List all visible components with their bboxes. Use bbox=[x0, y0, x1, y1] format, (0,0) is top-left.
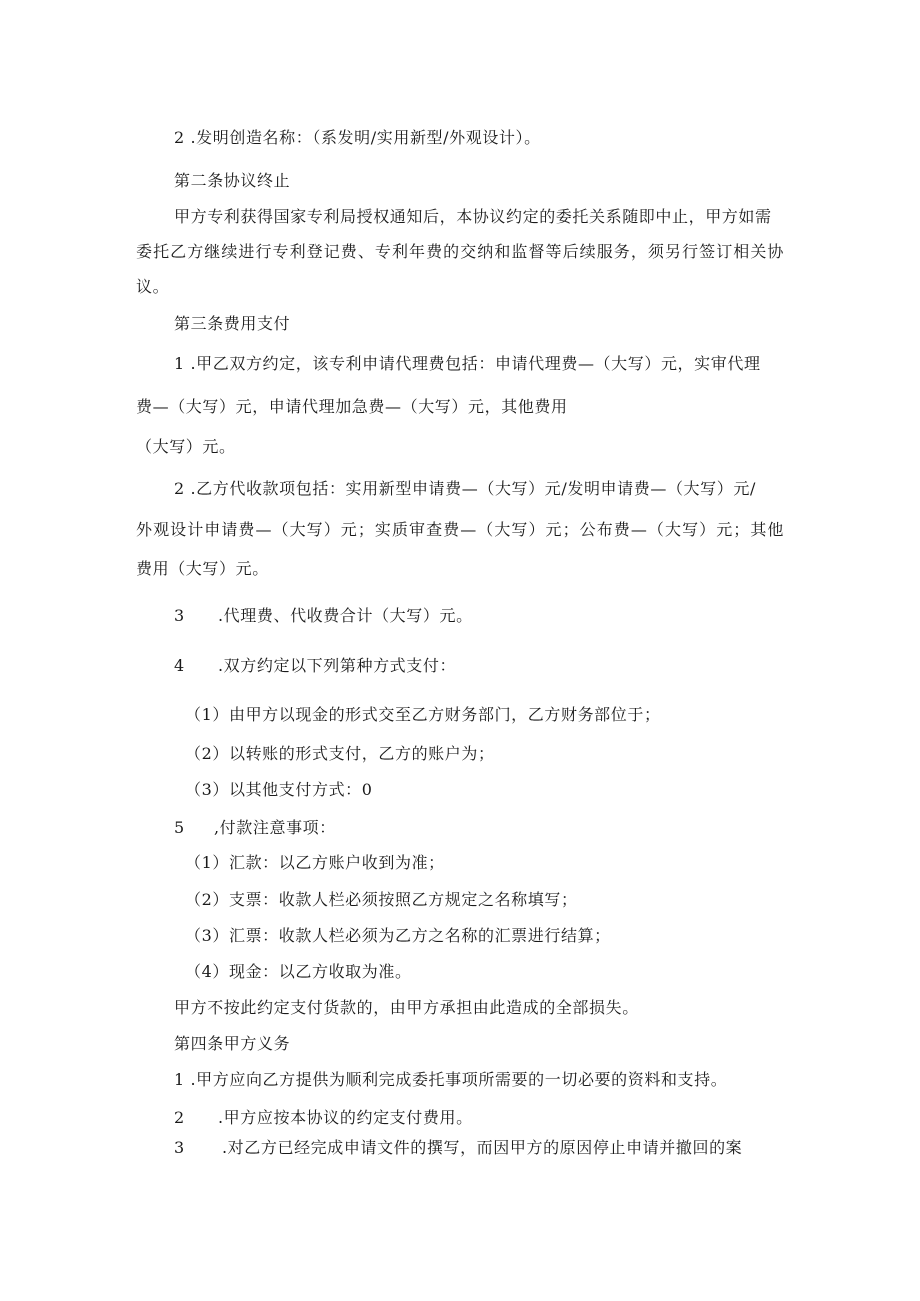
article-3-item-3 bbox=[174, 605, 574, 627]
article-4-item-2 bbox=[174, 1107, 574, 1129]
payment-option-2: （2）以转账的形式支付，乙方的账户为； bbox=[185, 744, 495, 763]
article-2-paragraph-line-1: 甲方专利获得国家专利局授权通知后，本协议约定的委托关系随即中止，甲方如需 bbox=[174, 207, 772, 226]
article-4-title: 第四条甲方义务 bbox=[174, 1034, 291, 1053]
article-4-item-3 bbox=[174, 1137, 794, 1159]
article-3-title: 第三条费用支付 bbox=[174, 314, 291, 333]
payment-note-1: （1）汇款：以乙方账户收到为准； bbox=[185, 853, 445, 872]
article-4-item-3-number: 3 bbox=[174, 1138, 185, 1157]
article-3-penalty: 甲方不按此约定支付货款的，由甲方承担由此造成的全部损失。 bbox=[174, 998, 639, 1017]
article-4-item-2-number: 2 bbox=[174, 1108, 185, 1127]
article-4-item-1: 1 .甲方应向乙方提供为顺利完成委托事项所需要的一切必要的资料和支持。 bbox=[174, 1070, 728, 1089]
article-2-paragraph-line-2: 委托乙方继续进行专利登记费、专利年费的交纳和监督等后续服务，须另行签订相关协 bbox=[136, 242, 784, 261]
article-2-title: 第二条协议终止 bbox=[174, 171, 291, 190]
article-3-item-1-line-3: （大写）元。 bbox=[136, 437, 236, 456]
article-3-item-2-line-1: 2 .乙方代收款项包括：实用新型申请费—（大写）元/发明申请费—（大写）元/ bbox=[174, 479, 756, 498]
article-3-item-1-line-2: 费—（大写）元，申请代理加急费—（大写）元，其他费用 bbox=[136, 397, 568, 416]
article-3-item-2-line-3: 费用（大写）元。 bbox=[136, 559, 269, 578]
article-4-item-3-text: .对乙方已经完成申请文件的撰写，而因甲方的原因停止申请并撤回的案 bbox=[222, 1138, 743, 1157]
payment-option-1: （1）由甲方以现金的形式交至乙方财务部门，乙方财务部位于； bbox=[185, 705, 661, 724]
payment-note-3: （3）汇票：收款人栏必须为乙方之名称的汇票进行结算； bbox=[185, 926, 611, 945]
item-invention-name: 2 .发明创造名称：（系发明/实用新型/外观设计）。 bbox=[174, 128, 541, 147]
article-3-item-4-text: .双方约定以下列第种方式支付： bbox=[218, 656, 457, 675]
article-3-item-2-line-2: 外观设计申请费—（大写）元；实质审查费—（大写）元；公布费—（大写）元；其他 bbox=[136, 520, 784, 539]
article-3-item-4-number: 4 bbox=[174, 656, 185, 675]
article-3-item-5-text: ,付款注意事项： bbox=[214, 818, 336, 837]
article-3-item-3-number: 3 bbox=[174, 606, 185, 625]
article-3-item-1-line-1: 1 .甲乙双方约定，该专利申请代理费包括：申请代理费—（大写）元，实审代理 bbox=[174, 354, 761, 373]
article-4-item-2-text: .甲方应按本协议的约定支付费用。 bbox=[218, 1108, 473, 1127]
payment-note-4: （4）现金：以乙方收取为准。 bbox=[185, 962, 412, 981]
article-2-paragraph-line-3: 议。 bbox=[136, 277, 170, 296]
article-3-item-3-text: .代理费、代收费合计（大写）元。 bbox=[218, 606, 473, 625]
article-3-item-4 bbox=[174, 655, 574, 677]
article-3-item-5-number: 5 bbox=[174, 818, 185, 837]
payment-option-3: （3）以其他支付方式：0 bbox=[185, 780, 373, 799]
article-3-item-5 bbox=[174, 817, 574, 839]
payment-note-2: （2）支票：收款人栏必须按照乙方规定之名称填写； bbox=[185, 890, 578, 909]
